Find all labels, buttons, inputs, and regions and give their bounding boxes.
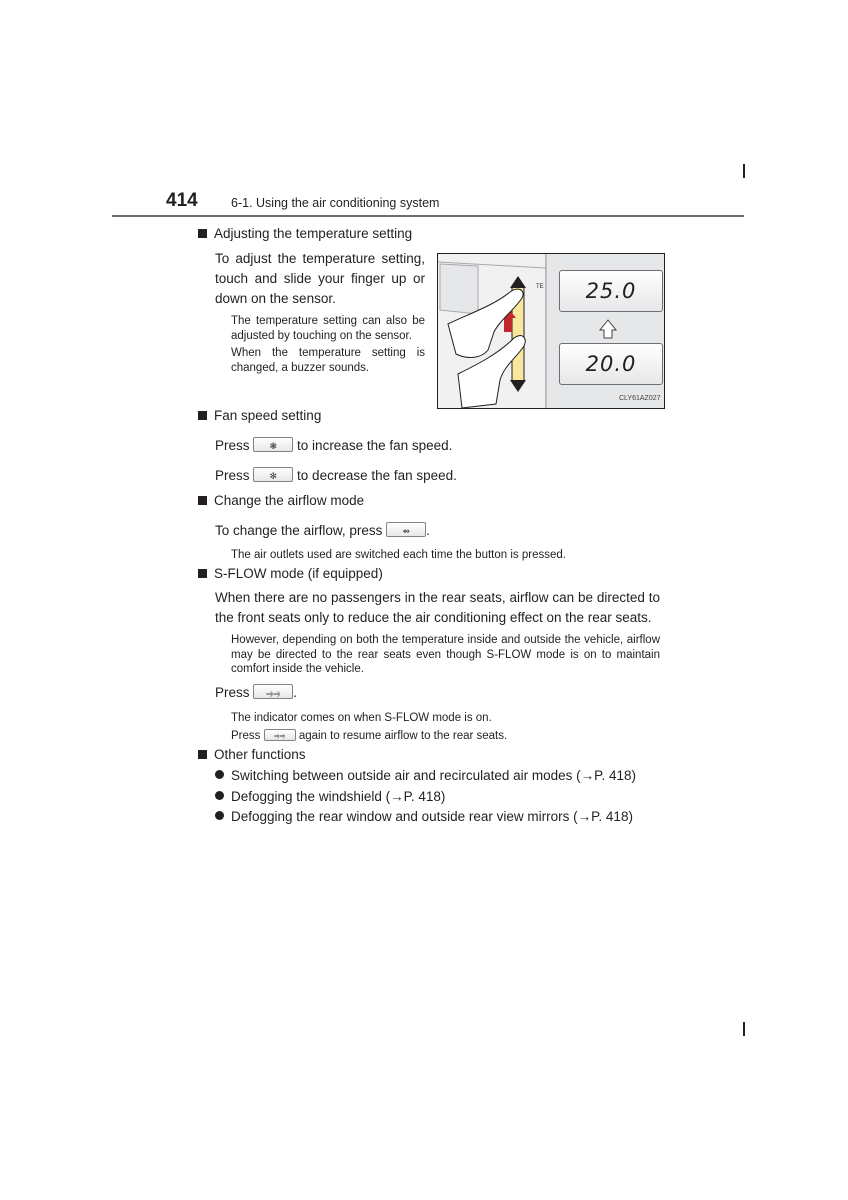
airflow-icon: ⇴ xyxy=(402,527,410,537)
square-bullet-icon xyxy=(198,750,207,759)
airflow-heading: Change the airflow mode xyxy=(198,493,364,508)
fan-increase-line: Press ❃ to increase the fan speed. xyxy=(215,436,452,456)
crop-mark-bottom xyxy=(743,1022,745,1036)
airflow-note: The air outlets used are switched each time the button is pressed. xyxy=(231,549,566,561)
temperature-heading: Adjusting the temperature setting xyxy=(198,226,412,241)
sflow-button-small[interactable] xyxy=(264,729,296,741)
fan-small-icon: ✻ xyxy=(269,472,278,482)
sflow-body: When there are no passengers in the rear seats, airflow can be directed to the front seats only to reduce the air conditioning effect on the rear seats. xyxy=(215,590,660,625)
fan-decrease-button[interactable] xyxy=(253,467,293,482)
square-bullet-icon xyxy=(198,569,207,578)
airflow-line: To change the airflow, press ⇴ . xyxy=(215,521,430,541)
other-item-1: Switching between outside air and recirculated air modes (→P. 418) xyxy=(215,766,636,786)
square-bullet-icon xyxy=(198,229,207,238)
round-bullet-icon xyxy=(215,811,224,820)
sflow-press-line: Press ⥤⥤ . xyxy=(215,683,297,703)
round-bullet-icon xyxy=(215,770,224,779)
sflow-icon: ⥤⥤ xyxy=(266,689,281,699)
temperature-note-2: When the temperature setting is changed, a buzzer sounds. xyxy=(231,347,425,374)
square-bullet-icon xyxy=(198,411,207,420)
temperature-display-bottom: 20.0 xyxy=(559,343,663,385)
sflow-heading: S-FLOW mode (if equipped) xyxy=(198,566,383,581)
sflow-note-2: The indicator comes on when S-FLOW mode is on. xyxy=(231,712,492,724)
other-heading: Other functions xyxy=(198,747,306,762)
sflow-note-3: Press ⥤⥤ again to resume airflow to the rear seats. xyxy=(231,730,508,742)
header-rule xyxy=(112,215,744,217)
temperature-display-top: 25.0 xyxy=(559,270,663,312)
crop-mark-top xyxy=(743,164,745,178)
section-title: 6-1. Using the air conditioning system xyxy=(231,196,440,210)
temperature-body: To adjust the temperature setting, touch and slide your finger up or down on the sensor. xyxy=(215,251,425,306)
sflow-note: However, depending on both the temperature inside and outside the vehicle, airflow may be directed to the rear seats even though S-FLOW mode is on to maintain comfort inside the vehicle. xyxy=(231,634,660,675)
airflow-mode-button[interactable] xyxy=(386,522,426,537)
sflow-icon: ⥤⥤ xyxy=(274,732,286,740)
square-bullet-icon xyxy=(198,496,207,505)
other-item-3: Defogging the rear window and outside rear view mirrors (→P. 418) xyxy=(215,807,633,827)
figure-code: CLY61AZ027 xyxy=(619,395,661,402)
sflow-button[interactable] xyxy=(253,684,293,699)
page-number: 414 xyxy=(166,190,198,211)
sensor-label: TE xyxy=(536,284,544,290)
round-bullet-icon xyxy=(215,791,224,800)
fan-large-icon: ❃ xyxy=(269,442,278,452)
temperature-note-1: The temperature setting can also be adjusted by touching on the sensor. xyxy=(231,315,425,342)
fan-decrease-line: Press ✻ to decrease the fan speed. xyxy=(215,466,457,486)
fan-heading: Fan speed setting xyxy=(198,408,321,423)
other-item-2: Defogging the windshield (→P. 418) xyxy=(215,787,445,807)
fan-increase-button[interactable] xyxy=(253,437,293,452)
